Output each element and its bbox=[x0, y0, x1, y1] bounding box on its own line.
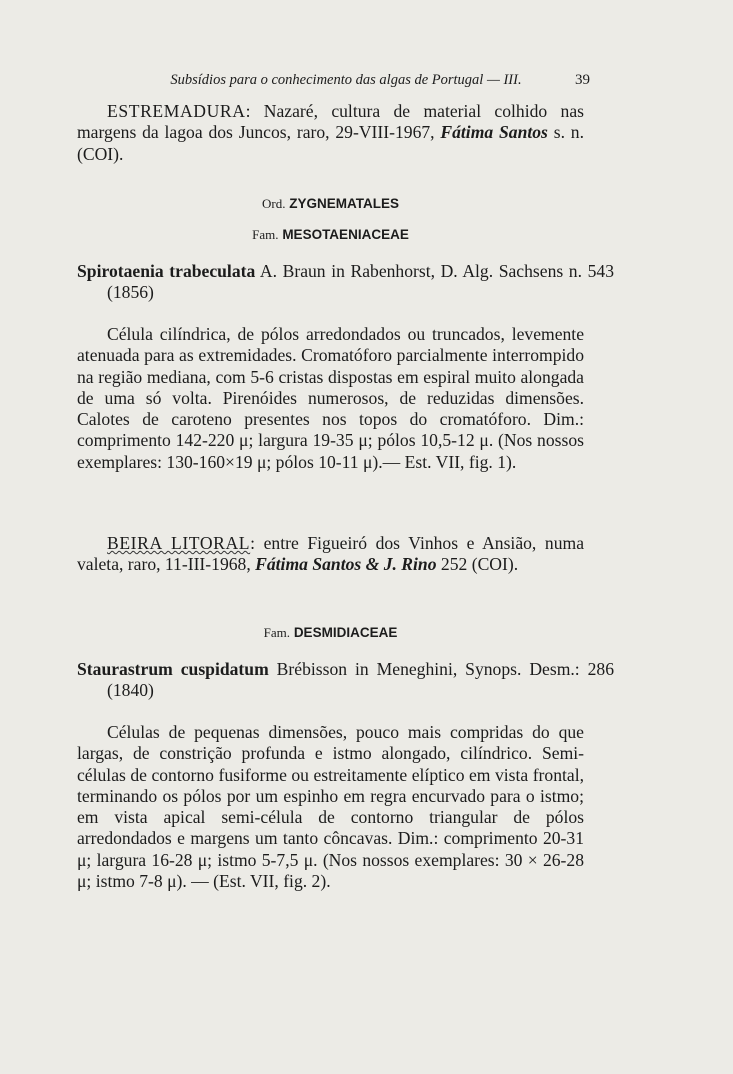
species-description-1: Célula cilíndrica, de pólos arredondados ou truncados, levemente atenuada para as extremidades. Cromatóforo parcialmente interrompido na região mediana, com 5-6 cristas dispostas em espiral muito alongada de uma só volta. Pirenóides numerosos, de reduzidas dimensões. Calotes de caroteno presentes nos topos do cromatóforo. Dim.: comprimento 142-220 μ; largura 19-35 μ; pólos 10,5-12 μ. (Nos nossos exemplares: 130-160×19 μ; pólos 10-11 μ).— Est. VII, fig. 1). bbox=[77, 324, 584, 472]
species-name: Spirotaenia trabeculata bbox=[77, 261, 256, 281]
collector-name: Fátima Santos bbox=[440, 122, 548, 143]
rank-label: Ord. bbox=[262, 196, 286, 211]
region-name: ESTREMADURA bbox=[107, 101, 246, 121]
collection-record-2 bbox=[77, 533, 584, 576]
species-heading-2 bbox=[77, 659, 614, 702]
herbarium-code: COI bbox=[82, 143, 114, 164]
species-name: Staurastrum cuspidatum bbox=[77, 659, 269, 679]
record-text: s. n. ( bbox=[77, 122, 584, 164]
rank-label: Fam. bbox=[252, 227, 279, 242]
family-heading bbox=[77, 625, 584, 641]
record-text: : entre Figueiró dos Vinhos e Ansião, numa valeta, raro, 11-III-1968, bbox=[77, 533, 585, 575]
page-number: 39 bbox=[575, 72, 590, 88]
region-name: BEIRA LITORAL bbox=[107, 533, 251, 553]
order-heading bbox=[77, 196, 584, 212]
species-heading-1 bbox=[77, 261, 614, 304]
record-text: 252 ( bbox=[436, 554, 478, 575]
family-name: DESMIDIACEAE bbox=[293, 625, 398, 640]
species-description-2: Células de pequenas dimensões, pouco mais compridas do que largas, de constrição profunda e istmo alongado, cilíndrico. Semi-células de contorno fusiforme ou estreitamente elíptico em vista frontal, terminando os pólos por um espinho em regra encurvado para o istmo; em vista apical semi-célula de contorno triangular de pólos arredondados e margens um tanto côncavas. Dim.: comprimento 20-31 μ; largura 16-28 μ; istmo 5-7,5 μ. (Nos nossos exemplares: 30 × 26-28 μ; istmo 7-8 μ). — (Est. VII, fig. 2). bbox=[77, 722, 584, 892]
order-name: ZYGNEMATALES bbox=[289, 196, 399, 211]
collection-record-1 bbox=[77, 101, 584, 165]
species-citation: A. Braun in Rabenhorst, D. Alg. Sachsens n. 543 (1856) bbox=[107, 261, 614, 303]
family-name: MESOTAENIACEAE bbox=[282, 227, 409, 242]
family-heading bbox=[77, 227, 584, 243]
collector-name: Fátima Santos & J. Rino bbox=[255, 554, 437, 575]
record-text: : Nazaré, cultura de material colhido nas margens da lagoa dos Juncos, raro, 29-VIII-1967, bbox=[77, 101, 584, 143]
rank-label: Fam. bbox=[263, 625, 291, 640]
running-title: Subsídios para o conhecimento das algas de Portugal — III. bbox=[170, 72, 522, 88]
record-text: ). bbox=[507, 554, 519, 575]
record-text: ). bbox=[113, 143, 124, 164]
species-citation: Brébisson in Meneghini, Synops. Desm.: 286 (1840) bbox=[107, 659, 615, 701]
herbarium-code: COI bbox=[477, 554, 508, 575]
